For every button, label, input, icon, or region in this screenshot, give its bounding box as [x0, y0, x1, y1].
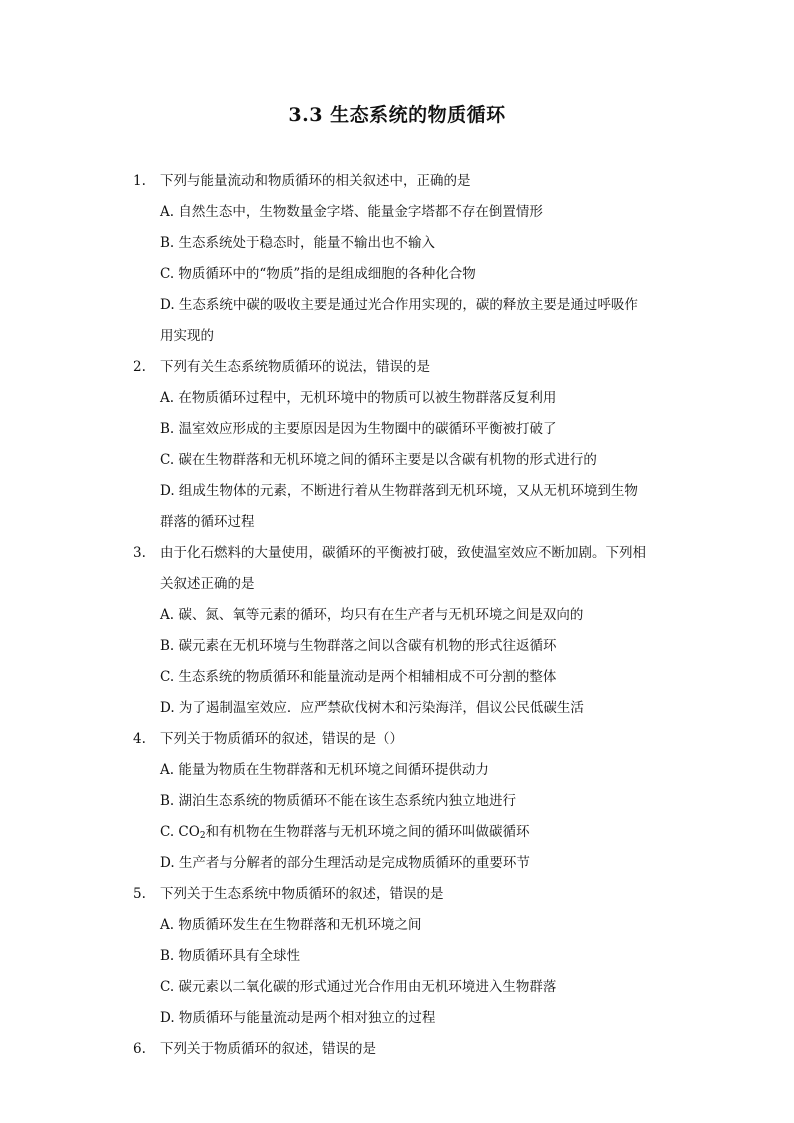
question-stem: 关叙述正确的是	[160, 576, 255, 592]
answer-option	[0, 197, 794, 228]
answer-option	[0, 848, 794, 879]
answer-option	[0, 631, 794, 662]
answer-option	[0, 476, 794, 507]
answer-option-text: C. 生态系统的物质循环和能量流动是两个相辅相成不可分割的整体	[160, 669, 557, 685]
question-stem-line	[0, 538, 794, 569]
answer-option-text: A. 在物质循环过程中，无机环境中的物质可以被生物群落反复利用	[160, 390, 557, 406]
answer-option-text: C. 碳元素以二氧化碳的形式通过光合作用由无机环境进入生物群落	[160, 979, 557, 995]
question-list	[0, 166, 794, 1065]
answer-option-text: B. 生态系统处于稳态时，能量不输出也不输入	[160, 235, 436, 251]
question-1	[0, 166, 794, 352]
answer-option	[0, 662, 794, 693]
answer-option	[0, 786, 794, 817]
question-stem: 下列与能量流动和物质循环的相关叙述中，正确的是	[160, 173, 471, 189]
question-stem: 由于化石燃料的大量使用，碳循环的平衡被打破，致使温室效应不断加剧。下列相	[160, 545, 646, 561]
answer-option	[0, 290, 794, 321]
answer-option-text: C. 碳在生物群落和无机环境之间的循环主要是以含碳有机物的形式进行的	[160, 452, 597, 468]
answer-option-text: C. 物质循环中的“物质”指的是组成细胞的各种化合物	[160, 266, 476, 282]
answer-option	[0, 383, 794, 414]
question-stem: 下列关于物质循环的叙述，错误的是	[160, 1041, 376, 1057]
answer-option	[0, 693, 794, 724]
question-stem-line	[0, 569, 794, 600]
question-stem-line	[0, 879, 794, 910]
answer-option-text: D. 为了遏制温室效应．应严禁砍伐树木和污染海洋，倡议公民低碳生活	[160, 700, 584, 716]
answer-option	[0, 228, 794, 259]
answer-option-text: B. 碳元素在无机环境与生物群落之间以含碳有机物的形式往返循环	[160, 638, 557, 654]
question-number: 5.	[133, 886, 146, 902]
question-stem-line	[0, 352, 794, 383]
answer-option-text: B. 温室效应形成的主要原因是因为生物圈中的碳循环平衡被打破了	[160, 421, 557, 437]
question-stem: 下列关于物质循环的叙述，错误的是（）	[160, 731, 403, 747]
question-stem: 下列关于生态系统中物质循环的叙述，错误的是	[160, 886, 444, 902]
answer-option	[0, 1003, 794, 1034]
answer-option	[0, 259, 794, 290]
answer-option-text: D. 物质循环与能量流动是两个相对独立的过程	[160, 1010, 436, 1026]
question-stem-line	[0, 166, 794, 197]
answer-option-text: D. 组成生物体的元素，不断进行着从生物群落到无机环境，又从无机环境到生物	[160, 483, 638, 499]
answer-option-text: 群落的循环过程	[160, 514, 255, 530]
answer-option	[0, 910, 794, 941]
answer-option	[0, 755, 794, 786]
answer-option-text: B. 物质循环具有全球性	[160, 948, 301, 964]
question-number: 2.	[133, 359, 146, 375]
answer-option-text: C. $CO_2$和有机物在生物群落与无机环境之间的循环叫做碳循环	[160, 824, 530, 841]
answer-option-text: A. 物质循环发生在生物群落和无机环境之间	[160, 917, 422, 933]
answer-option-text: B. 湖泊生态系统的物质循环不能在该生态系统内独立地进行	[160, 793, 517, 809]
question-3	[0, 538, 794, 724]
answer-option-text: A. 自然生态中，生物数量金字塔、能量金字塔都不存在倒置情形	[160, 204, 543, 220]
question-stem: 下列有关生态系统物质循环的说法，错误的是	[160, 359, 430, 375]
answer-option-text: D. 生产者与分解者的部分生理活动是完成物质循环的重要环节	[160, 855, 530, 871]
answer-option	[0, 941, 794, 972]
question-stem-line	[0, 724, 794, 755]
question-6	[0, 1034, 794, 1065]
question-number: 6.	[133, 1041, 146, 1057]
question-4	[0, 724, 794, 879]
answer-option-text: 用实现的	[160, 328, 214, 344]
question-number: 1.	[133, 173, 146, 189]
answer-option	[0, 817, 794, 848]
answer-option-text: A. 碳、氮、氧等元素的循环，均只有在生产者与无机环境之间是双向的	[160, 607, 584, 623]
answer-option	[0, 972, 794, 1003]
answer-option-text: D. 生态系统中碳的吸收主要是通过光合作用实现的，碳的释放主要是通过呼吸作	[160, 297, 638, 313]
answer-option	[0, 321, 794, 352]
answer-option	[0, 507, 794, 538]
page-title: 3.3 生态系统的物质循环	[288, 104, 506, 126]
answer-option-text: A. 能量为物质在生物群落和无机环境之间循环提供动力	[160, 762, 489, 778]
question-number: 3.	[133, 545, 146, 561]
question-2	[0, 352, 794, 538]
answer-option	[0, 445, 794, 476]
question-5	[0, 879, 794, 1034]
answer-option	[0, 600, 794, 631]
question-stem-line	[0, 1034, 794, 1065]
answer-option	[0, 414, 794, 445]
question-number: 4.	[133, 731, 146, 747]
